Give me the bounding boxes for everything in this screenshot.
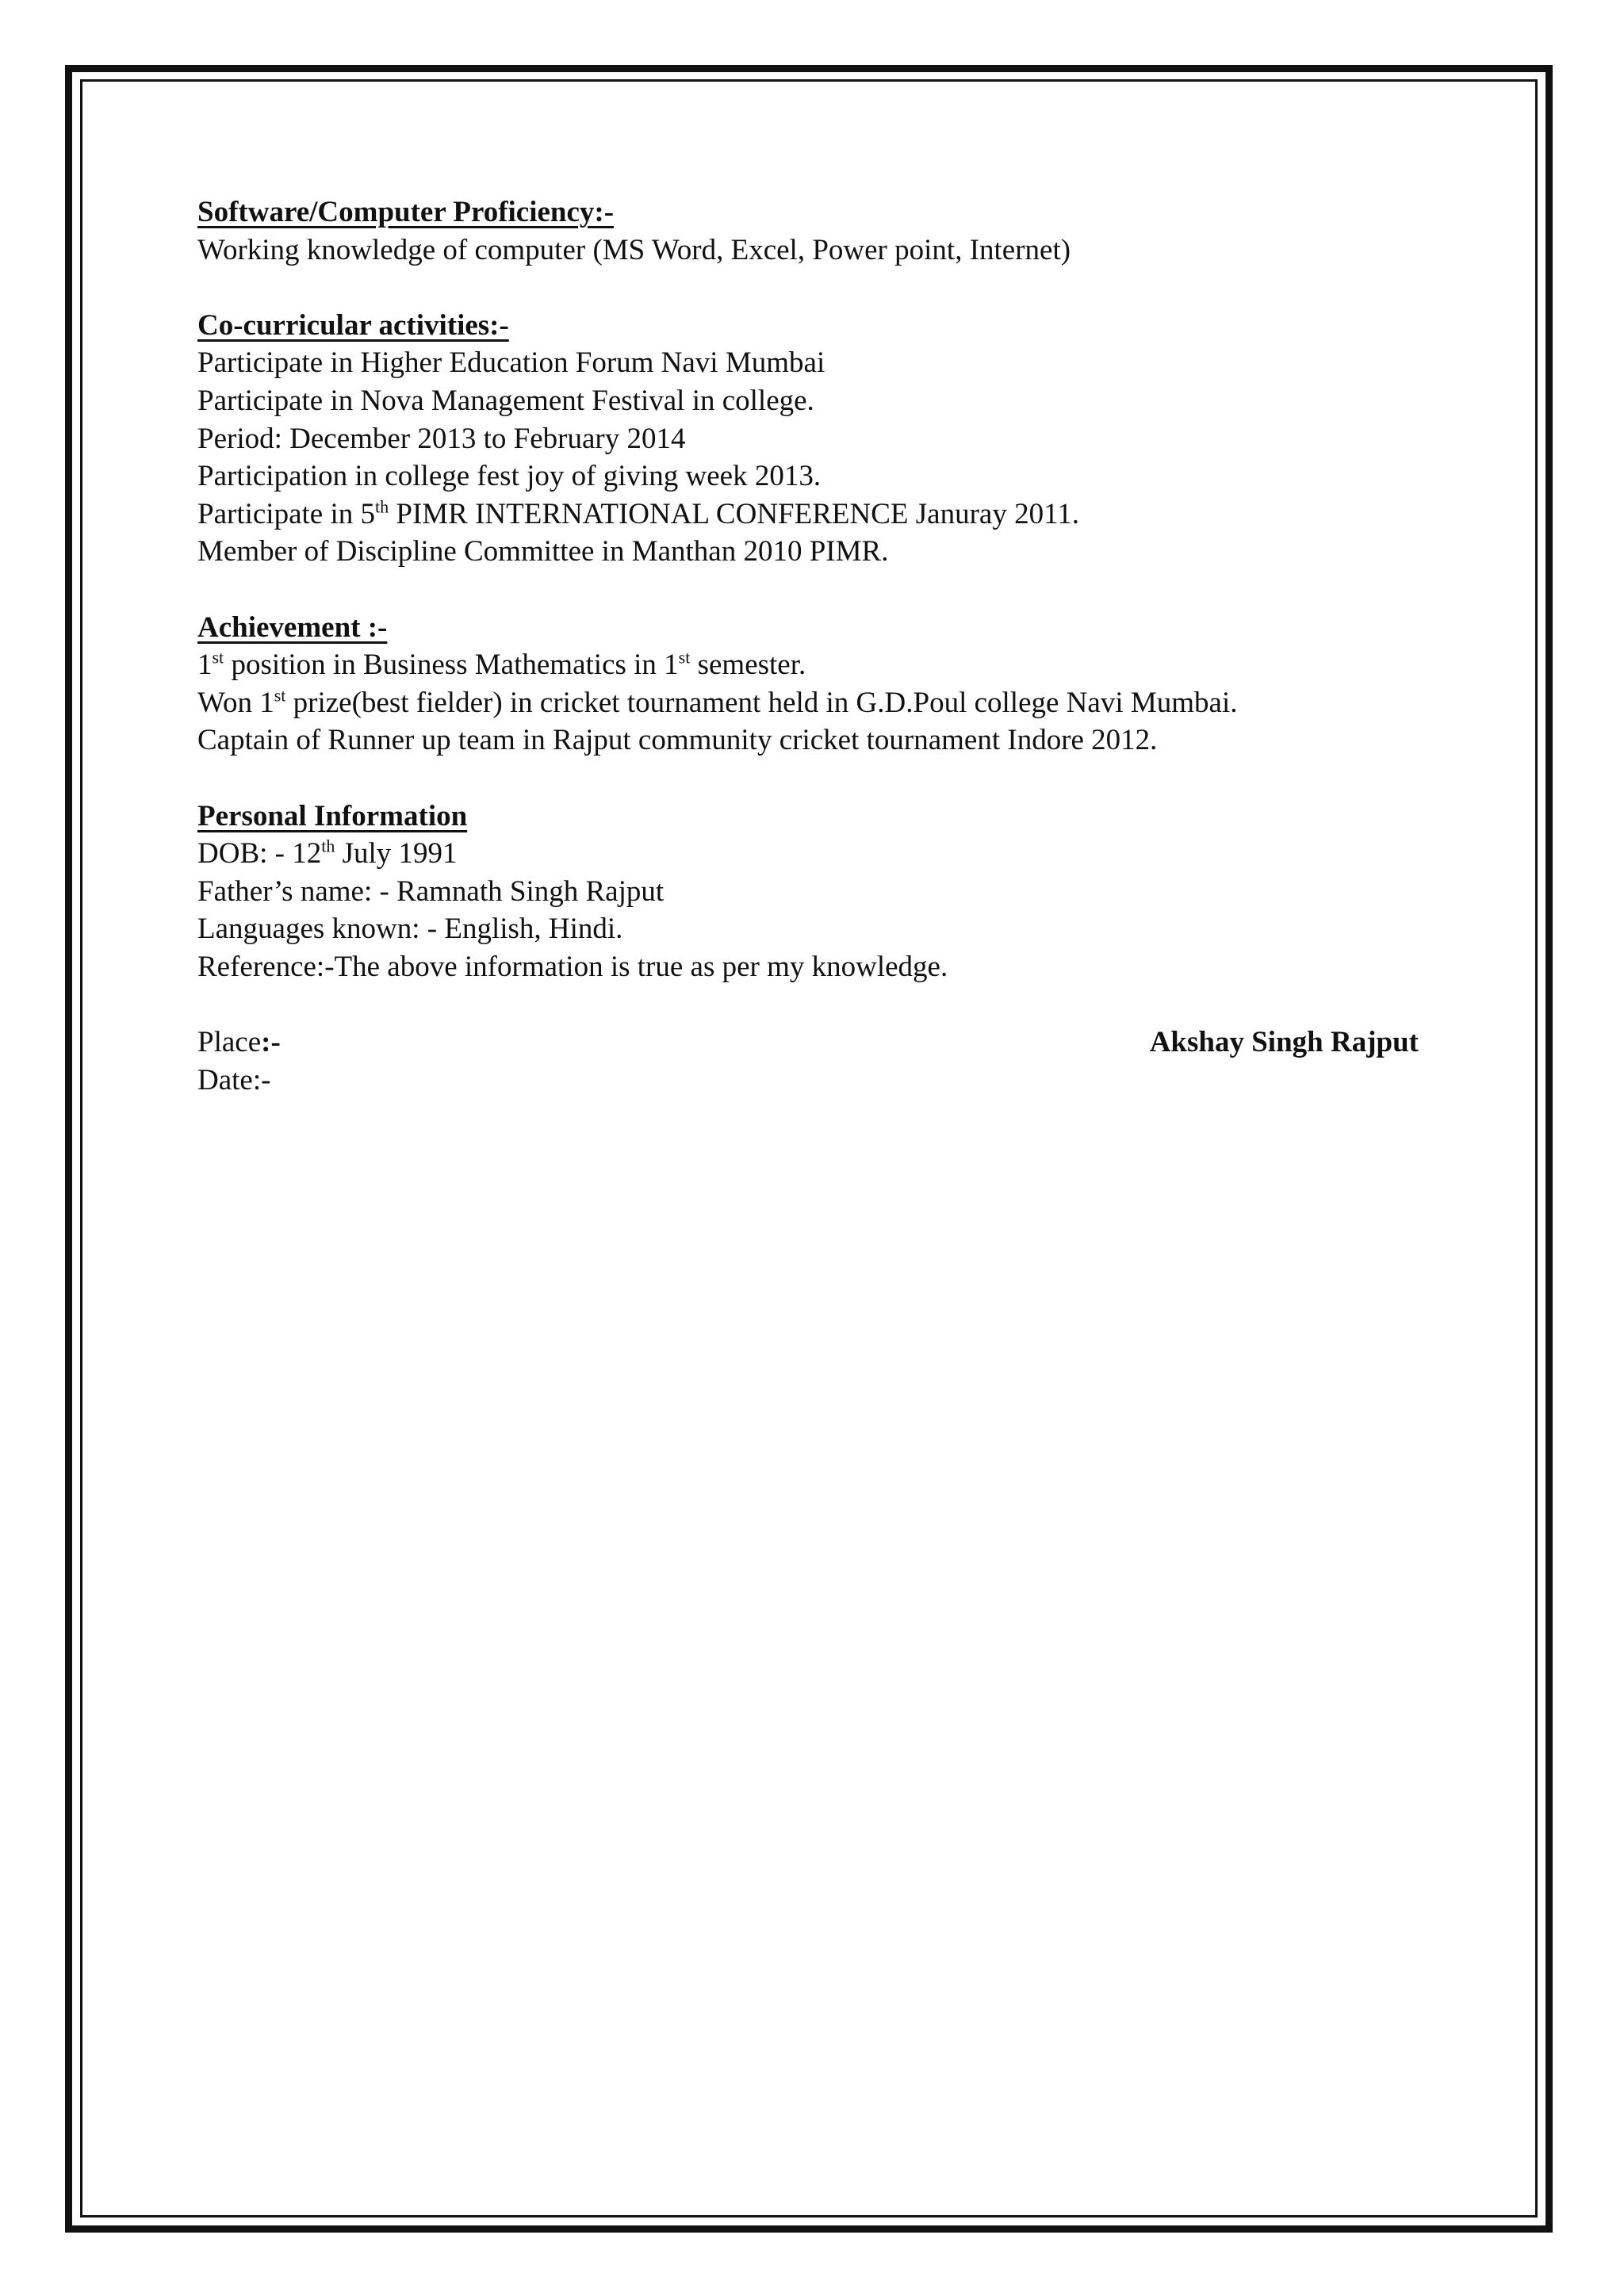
achievement-line-2 <box>197 684 1419 722</box>
personal-dob <box>197 835 1419 873</box>
place-label-colon: :- <box>261 1026 281 1059</box>
place-signature-row <box>197 1024 1419 1062</box>
place-label-text: Place <box>197 1026 262 1059</box>
personal-languages: Languages known: - English, Hindi. <box>197 913 623 946</box>
cocurricular-line-5-pre: Participate in 5 <box>197 497 375 530</box>
personal-section <box>197 798 1419 986</box>
date-label: Date:- <box>197 1063 271 1096</box>
software-heading: Software/Computer Proficiency:- <box>197 196 615 228</box>
personal-dob-sup: th <box>321 836 335 856</box>
personal-dob-post: July 1991 <box>335 837 458 871</box>
achievement-line-1 <box>197 646 1419 684</box>
achievement-line-1-b: position in Business Mathematics in 1 <box>224 649 679 682</box>
cocurricular-line-5-sup: th <box>375 496 389 517</box>
signature-name: Akshay Singh Rajput <box>1149 1026 1419 1059</box>
achievement-line-2-a: Won 1 <box>197 686 274 719</box>
cocurricular-line-5-post: PIMR INTERNATIONAL CONFERENCE Januray 2011. <box>389 497 1079 530</box>
cocurricular-line-2: Participate in Nova Management Festival in college. <box>197 384 814 417</box>
achievement-heading: Achievement :- <box>197 610 388 644</box>
cocurricular-line-6: Member of Discipline Committee in Manthan 2010 PIMR. <box>197 535 889 568</box>
personal-heading: Personal Information <box>197 799 468 832</box>
software-line: Working knowledge of computer (MS Word, Excel, Power point, Internet) <box>197 233 1071 266</box>
personal-reference: Reference:-The above information is true as per my knowledge. <box>197 950 948 983</box>
cocurricular-line-5 <box>197 496 1419 534</box>
place-label <box>197 1026 281 1058</box>
achievement-line-2-b: prize(best fielder) in cricket tournament held in G.D.Poul college Navi Mumbai. <box>285 686 1238 719</box>
achievement-section <box>197 609 1419 760</box>
achievement-line-1-b-sup: st <box>678 647 691 668</box>
resume-content <box>197 193 1419 1099</box>
achievement-line-3: Captain of Runner up team in Rajput community cricket tournament Indore 2012. <box>197 724 1158 757</box>
achievement-line-1-a: 1 <box>197 649 213 682</box>
personal-father: Father’s name: - Ramnath Singh Rajput <box>197 874 665 908</box>
cocurricular-line-1: Participate in Higher Education Forum Navi Mumbai <box>197 346 825 380</box>
cocurricular-line-4: Participation in college fest joy of giving week 2013. <box>197 460 822 493</box>
achievement-line-2-sup: st <box>274 685 286 706</box>
cocurricular-section <box>197 307 1419 571</box>
cocurricular-heading: Co-curricular activities:- <box>197 308 509 342</box>
achievement-line-1-c: semester. <box>690 649 806 682</box>
cocurricular-line-3: Period: December 2013 to February 2014 <box>197 422 686 455</box>
software-section <box>197 193 1419 269</box>
personal-dob-pre: DOB: - 12 <box>197 837 322 871</box>
achievement-line-1-a-sup: st <box>212 647 224 668</box>
